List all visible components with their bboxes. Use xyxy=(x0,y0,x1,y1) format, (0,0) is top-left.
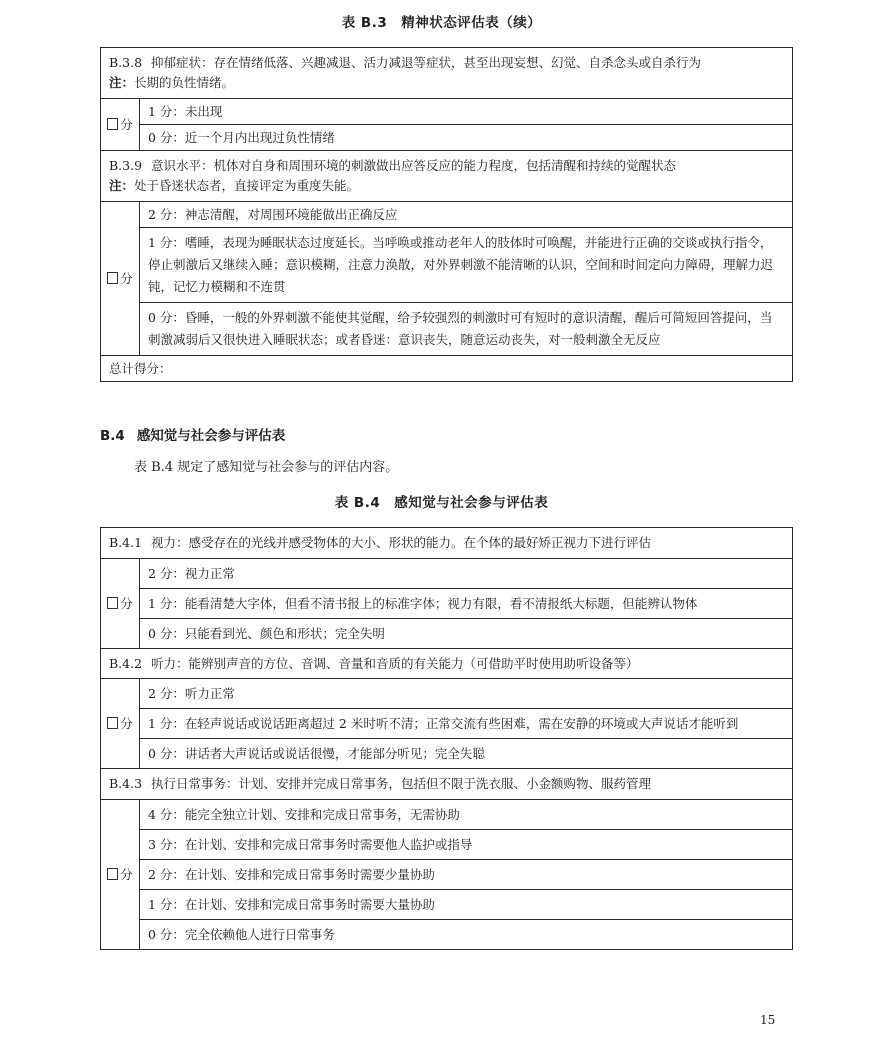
option-cell: 0 分：近一个月内出现过负性情绪 xyxy=(140,125,793,151)
table-row xyxy=(101,151,793,202)
option-cell: 2 分：听力正常 xyxy=(140,679,793,709)
option-cell: 1 分：嗜睡，表现为睡眠状态过度延长。当呼唤或推动老年人的肢体时可唤醒，并能进行正确的交谈或执行指令，停止刺激后又继续入睡；意识模糊，注意力涣散，对外界刺激不能清晰的认识，空间和时间定向力障碍，理解力迟钝，记忆力模糊和不连贯 xyxy=(140,228,793,303)
item-code: B.4.3 xyxy=(109,776,143,791)
score-cell[interactable] xyxy=(101,202,140,356)
section-heading xyxy=(100,424,285,444)
table-row xyxy=(101,769,793,800)
table-b3-caption xyxy=(0,11,883,31)
option-cell: 1 分：在轻声说话或说话距离超过 2 米时听不清；正常交流有些困难，需在安静的环境或大声说话才能听到 xyxy=(140,709,793,739)
page-number: 15 xyxy=(760,1013,776,1027)
item-header-b3-8 xyxy=(101,48,793,99)
table-row xyxy=(101,679,793,709)
table-row xyxy=(101,800,793,830)
item-title-text: 听力：能辨别声音的方位、音调、音量和音质的有关能力（可借助平时使用助听设备等） xyxy=(151,655,639,671)
table-b4 xyxy=(100,527,793,950)
table-row xyxy=(101,228,793,303)
table-row xyxy=(101,830,793,860)
table-row xyxy=(101,202,793,228)
table-row xyxy=(101,589,793,619)
score-unit: 分 xyxy=(120,866,133,882)
item-code: B.3.9 xyxy=(109,158,143,173)
total-score-cell[interactable]: 总计得分： xyxy=(101,356,793,382)
option-cell: 2 分：视力正常 xyxy=(140,559,793,589)
item-title xyxy=(109,156,784,176)
section-number: B.4 xyxy=(100,428,125,444)
table-row xyxy=(101,48,793,99)
table-b4-caption-number: 表 B.4 xyxy=(334,495,381,511)
table-row xyxy=(101,709,793,739)
table-row xyxy=(101,649,793,679)
table-b3 xyxy=(100,47,793,382)
option-cell: 0 分：只能看到光、颜色和形状；完全失明 xyxy=(140,619,793,649)
table-row xyxy=(101,739,793,769)
option-cell: 1 分：能看清楚大字体，但看不清书报上的标准字体；视力有限，看不清报纸大标题，但能辨认物体 xyxy=(140,589,793,619)
note-text: 处于昏迷状态者，直接评定为重度失能。 xyxy=(134,178,360,193)
table-row xyxy=(101,528,793,559)
note-label: 注： xyxy=(109,178,135,193)
item-header-b4-2 xyxy=(101,649,793,679)
table-row xyxy=(101,99,793,125)
item-code: B.4.1 xyxy=(109,535,143,550)
score-box-icon xyxy=(107,597,118,609)
table-b3-caption-title: 精神状态评估表（续） xyxy=(401,15,542,31)
table-row xyxy=(101,890,793,920)
score-cell[interactable] xyxy=(101,559,140,649)
note-label: 注： xyxy=(109,75,135,90)
score-unit: 分 xyxy=(120,116,133,132)
table-row xyxy=(101,860,793,890)
item-header-b4-1 xyxy=(101,528,793,559)
option-cell: 2 分：在计划、安排和完成日常事务时需要少量协助 xyxy=(140,860,793,890)
table-row xyxy=(101,303,793,356)
option-cell: 4 分：能完全独立计划、安排和完成日常事务，无需协助 xyxy=(140,800,793,830)
note-text: 长期的负性情绪。 xyxy=(134,75,235,90)
table-b4-caption-title: 感知觉与社会参与评估表 xyxy=(394,495,549,511)
section-title: 感知觉与社会参与评估表 xyxy=(136,428,286,444)
item-header-b4-3 xyxy=(101,769,793,800)
item-code: B.4.2 xyxy=(109,655,143,671)
table-b4-caption xyxy=(0,491,883,511)
option-cell: 0 分：昏睡，一般的外界刺激不能使其觉醒，给予较强烈的刺激时可有短时的意识清醒，醒后可简短回答提问，当刺激减弱后又很快进入睡眠状态；或者昏迷：意识丧失，随意运动丧失，对一般刺激全无反应 xyxy=(140,303,793,356)
score-unit: 分 xyxy=(120,595,133,611)
section-intro: 表 B.4 规定了感知觉与社会参与的评估内容。 xyxy=(134,460,399,475)
table-row xyxy=(101,920,793,950)
item-title-text: 执行日常事务：计划、安排并完成日常事务，包括但不限于洗衣服、小金额购物、服药管理 xyxy=(151,776,652,791)
score-box-icon xyxy=(107,717,118,729)
item-note xyxy=(109,73,784,93)
item-note xyxy=(109,176,784,196)
score-cell[interactable] xyxy=(101,99,140,151)
item-title-text: 抑郁症状：存在情绪低落、兴趣减退、活力减退等症状，甚至出现妄想、幻觉、自杀念头或自杀行为 xyxy=(151,55,702,70)
table-row xyxy=(101,559,793,589)
score-cell[interactable] xyxy=(101,800,140,950)
item-title-text: 视力：感受存在的光线并感受物体的大小、形状的能力。在个体的最好矫正视力下进行评估 xyxy=(151,535,652,550)
option-cell: 3 分：在计划、安排和完成日常事务时需要他人监护或指导 xyxy=(140,830,793,860)
option-cell: 1 分：未出现 xyxy=(140,99,793,125)
item-title-text: 意识水平：机体对自身和周围环境的刺激做出应答反应的能力程度，包括清醒和持续的觉醒状态 xyxy=(151,158,677,173)
option-cell: 0 分：完全依赖他人进行日常事务 xyxy=(140,920,793,950)
item-title xyxy=(109,53,784,73)
table-row xyxy=(101,125,793,151)
score-cell[interactable] xyxy=(101,679,140,769)
option-cell: 2 分：神志清醒，对周围环境能做出正确反应 xyxy=(140,202,793,228)
score-box-icon xyxy=(107,272,118,284)
score-unit: 分 xyxy=(120,270,133,286)
table-b3-caption-number: 表 B.3 xyxy=(341,15,388,31)
option-cell: 1 分：在计划、安排和完成日常事务时需要大量协助 xyxy=(140,890,793,920)
option-cell: 0 分：讲话者大声说话或说话很慢，才能部分听见；完全失聪 xyxy=(140,739,793,769)
score-box-icon xyxy=(107,868,118,880)
score-unit: 分 xyxy=(120,715,133,731)
item-header-b3-9 xyxy=(101,151,793,202)
table-row xyxy=(101,356,793,382)
table-row xyxy=(101,619,793,649)
score-box-icon xyxy=(107,118,118,130)
item-code: B.3.8 xyxy=(109,55,143,70)
